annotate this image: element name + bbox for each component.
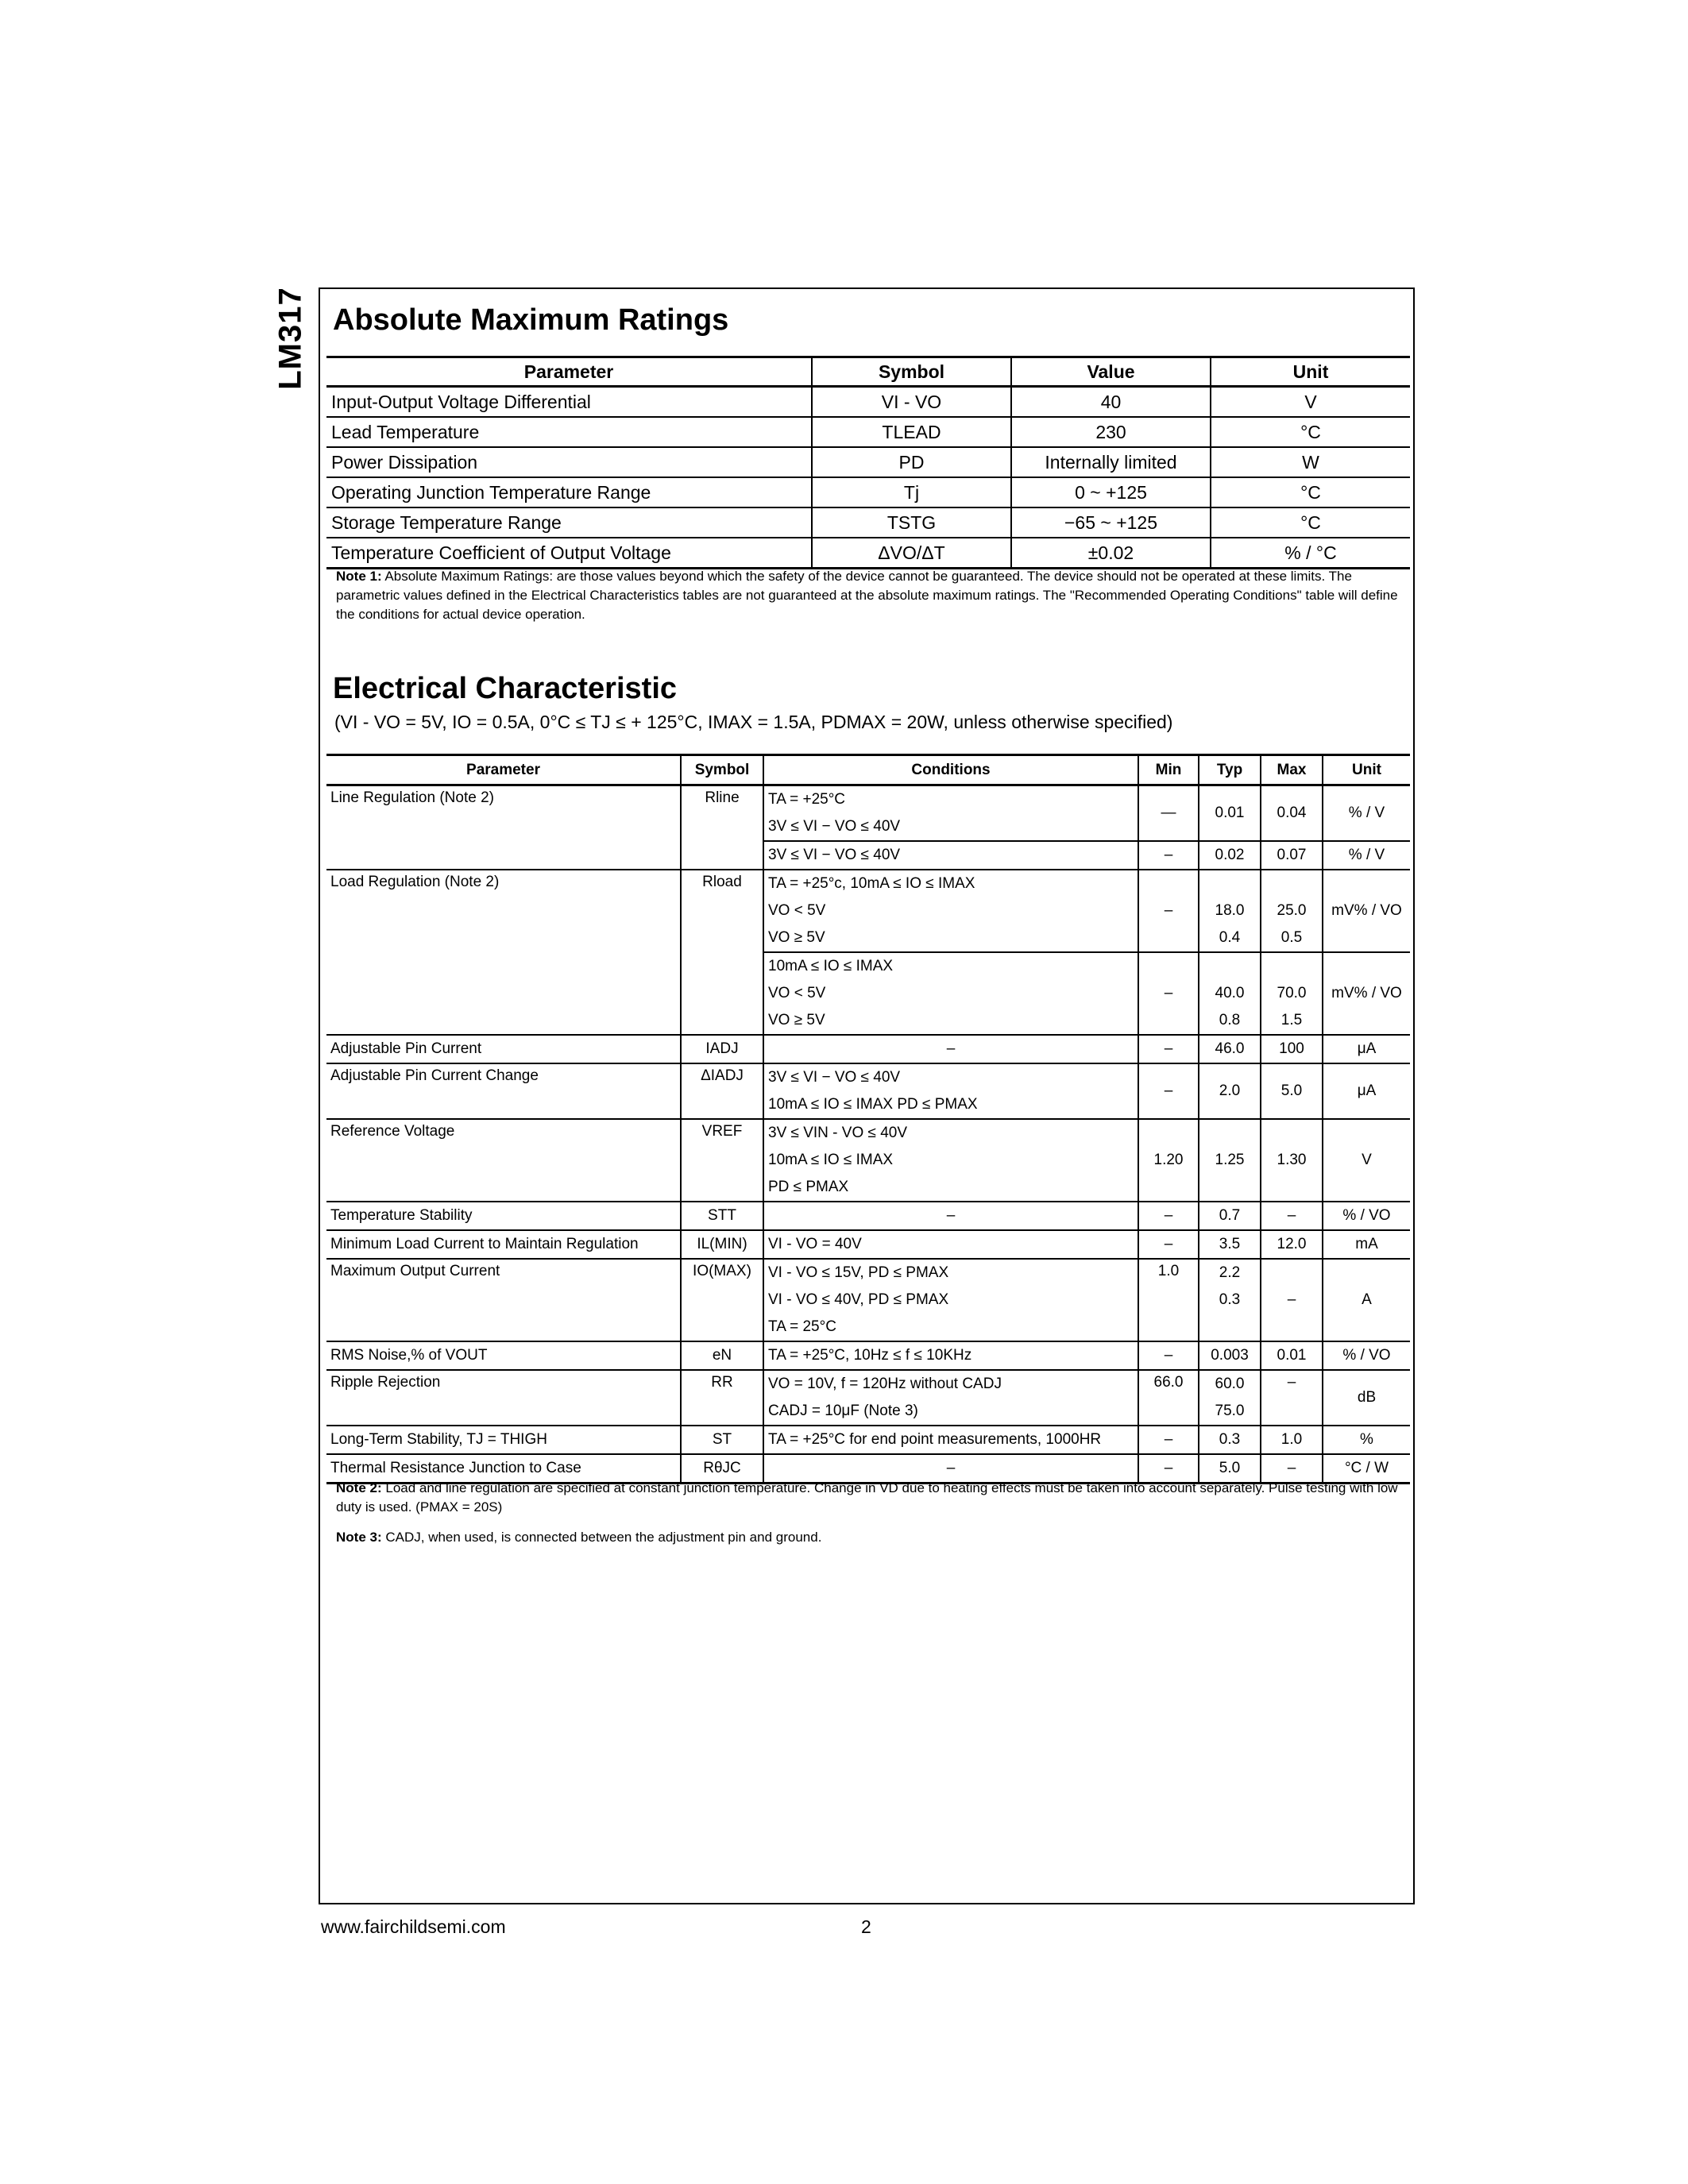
ec-cell-typ: 3.5 [1199, 1230, 1261, 1259]
ec-cell-typ: 2.2 [1199, 1259, 1261, 1287]
ec-cell-min: – [1138, 1202, 1199, 1230]
ec-cell-typ: 18.0 [1199, 897, 1261, 924]
ec-cell-max [1261, 870, 1323, 897]
ec-cell-unit: mA [1323, 1230, 1410, 1259]
ec-cell-condition: TA = +25°C, 10Hz ≤ f ≤ 10KHz [763, 1341, 1138, 1370]
ec-header-typ: Typ [1199, 755, 1261, 785]
amr-cell-value: 40 [1011, 387, 1211, 418]
ec-cell-symbol: ΔIADJ [681, 1063, 763, 1119]
ec-cell-parameter: Adjustable Pin Current [326, 1035, 681, 1063]
ec-cell-typ: 75.0 [1199, 1398, 1261, 1426]
ec-cell-max: 0.01 [1261, 1341, 1323, 1370]
ec-cell-typ: 46.0 [1199, 1035, 1261, 1063]
ec-cell-symbol: STT [681, 1202, 763, 1230]
ec-cell-parameter: Maximum Output Current [326, 1259, 681, 1341]
amr-cell-parameter: Storage Temperature Range [326, 507, 812, 538]
ec-cell-condition: TA = +25°C [763, 785, 1138, 814]
ec-cell-typ: 0.01 [1199, 785, 1261, 842]
ec-cell-condition: 3V ≤ VI − VO ≤ 40V [763, 841, 1138, 870]
amr-cell-symbol: ΔVO/ΔT [812, 538, 1011, 569]
ec-header-min: Min [1138, 755, 1199, 785]
footer-url: www.fairchildsemi.com [321, 1916, 506, 1937]
ec-cell-parameter: Adjustable Pin Current Change [326, 1063, 681, 1119]
amr-cell-symbol: TLEAD [812, 417, 1011, 447]
ec-row-adjustable-pin-current [326, 1035, 1410, 1063]
amr-cell-parameter: Temperature Coefficient of Output Voltage [326, 538, 812, 569]
ec-cell-min: 66.0 [1138, 1370, 1199, 1426]
ec-cell-max: – [1261, 1259, 1323, 1341]
note-2-text: Load and line regulation are specified at constant junction temperature. Change in VD due to heating effects must be taken into account separately. Pulse testing with low duty is used. (PMAX = 20S) [336, 1480, 1398, 1515]
amr-header-symbol: Symbol [812, 357, 1011, 387]
amr-cell-symbol: Tj [812, 477, 1011, 507]
ec-cell-condition: PD ≤ PMAX [763, 1174, 1138, 1202]
amr-cell-parameter: Operating Junction Temperature Range [326, 477, 812, 507]
amr-table [326, 356, 1410, 569]
ec-cell-parameter: Thermal Resistance Junction to Case [326, 1454, 681, 1484]
amr-row [326, 417, 1410, 447]
amr-row [326, 477, 1410, 507]
ec-cell-max: 1.0 [1261, 1426, 1323, 1454]
amr-cell-value: Internally limited [1011, 447, 1211, 477]
ec-cell-typ [1199, 952, 1261, 980]
ec-cell-condition: VO < 5V [763, 980, 1138, 1007]
ec-cell-condition: 3V ≤ VI − VO ≤ 40V [763, 1063, 1138, 1091]
ec-cell-condition: 3V ≤ VIN - VO ≤ 40V [763, 1119, 1138, 1147]
note-3 [336, 1528, 1400, 1547]
ec-cell-typ: 0.7 [1199, 1202, 1261, 1230]
ec-cell-condition: 10mA ≤ IO ≤ IMAX [763, 952, 1138, 980]
ec-cell-symbol: IO(MAX) [681, 1259, 763, 1341]
ec-cell-min: 1.0 [1138, 1259, 1199, 1341]
ec-cell-condition: – [763, 1035, 1138, 1063]
ec-header-conditions: Conditions [763, 755, 1138, 785]
amr-cell-unit: W [1211, 447, 1410, 477]
amr-cell-unit: °C [1211, 507, 1410, 538]
ec-cell-condition: VO ≥ 5V [763, 924, 1138, 952]
amr-cell-symbol: PD [812, 447, 1011, 477]
ec-cell-condition: VO < 5V [763, 897, 1138, 924]
ec-cell-condition: CADJ = 10μF (Note 3) [763, 1398, 1138, 1426]
ec-cell-unit: V [1323, 1119, 1410, 1202]
ec-cell-symbol: VREF [681, 1119, 763, 1202]
ec-cell-min: – [1138, 1230, 1199, 1259]
ec-cell-parameter: Minimum Load Current to Maintain Regulation [326, 1230, 681, 1259]
amr-cell-symbol: VI - VO [812, 387, 1011, 418]
amr-cell-unit: V [1211, 387, 1410, 418]
ec-cell-typ [1199, 1314, 1261, 1341]
ec-row-load-regulation [326, 870, 1410, 897]
amr-cell-value: 230 [1011, 417, 1211, 447]
ec-header-parameter: Parameter [326, 755, 681, 785]
ec-cell-min: — [1138, 785, 1199, 842]
ec-cell-symbol: RθJC [681, 1454, 763, 1484]
ec-row-adjustable-pin-current-change [326, 1063, 1410, 1091]
ec-cell-unit: % / V [1323, 841, 1410, 870]
note-1-text: Absolute Maximum Ratings: are those values beyond which the safety of the device cannot be guaranteed. The device should not be operated at these limits. The parametric values defined in the Electrical Characteristics tables are not guaranteed at the absolute maximum ratings. The "Recommended Operating Conditions" table will define the conditions for actual device operation. [336, 569, 1398, 622]
amr-cell-unit: % / °C [1211, 538, 1410, 569]
ec-cell-unit: mV% / VO [1323, 952, 1410, 1035]
ec-cell-typ: 1.25 [1199, 1119, 1261, 1202]
ec-cell-min: 1.20 [1138, 1119, 1199, 1202]
ec-cell-min: – [1138, 1454, 1199, 1484]
ec-cell-condition: VI - VO ≤ 40V, PD ≤ PMAX [763, 1287, 1138, 1314]
ec-cell-min: – [1138, 952, 1199, 1035]
ec-cell-parameter: Reference Voltage [326, 1119, 681, 1202]
amr-cell-value: ±0.02 [1011, 538, 1211, 569]
ec-cell-condition: 3V ≤ VI − VO ≤ 40V [763, 813, 1138, 841]
ec-cell-typ: 40.0 [1199, 980, 1261, 1007]
ec-cell-parameter: Temperature Stability [326, 1202, 681, 1230]
amr-header-row [326, 357, 1410, 387]
ec-cell-unit: % [1323, 1426, 1410, 1454]
ec-cell-condition: – [763, 1202, 1138, 1230]
ec-cell-max: – [1261, 1454, 1323, 1484]
ec-row-ripple-rejection [326, 1370, 1410, 1398]
note-2 [336, 1479, 1400, 1517]
datasheet-frame [319, 287, 1415, 1904]
ec-cell-condition: VO ≥ 5V [763, 1007, 1138, 1035]
ec-cell-parameter: Ripple Rejection [326, 1370, 681, 1426]
ec-cell-typ [1199, 870, 1261, 897]
note-2-label: Note 2: [336, 1480, 382, 1495]
amr-cell-parameter: Power Dissipation [326, 447, 812, 477]
ec-cell-max: 5.0 [1261, 1063, 1323, 1119]
ec-cell-typ: 0.003 [1199, 1341, 1261, 1370]
ec-cell-condition: 10mA ≤ IO ≤ IMAX PD ≤ PMAX [763, 1091, 1138, 1119]
amr-cell-unit: °C [1211, 477, 1410, 507]
ec-cell-typ: 0.8 [1199, 1007, 1261, 1035]
ec-row-long-term-stability [326, 1426, 1410, 1454]
amr-cell-parameter: Lead Temperature [326, 417, 812, 447]
amr-row [326, 507, 1410, 538]
ec-cell-unit: % / VO [1323, 1341, 1410, 1370]
ec-cell-max: – [1261, 1370, 1323, 1426]
amr-cell-parameter: Input-Output Voltage Differential [326, 387, 812, 418]
note-3-label: Note 3: [336, 1530, 382, 1545]
ec-cell-unit: % / V [1323, 785, 1410, 842]
ec-cell-unit: μA [1323, 1063, 1410, 1119]
ec-cell-condition: VO = 10V, f = 120Hz without CADJ [763, 1370, 1138, 1398]
ec-cell-parameter: Long-Term Stability, TJ = THIGH [326, 1426, 681, 1454]
ec-cell-min: – [1138, 1341, 1199, 1370]
ec-cell-condition: TA = 25°C [763, 1314, 1138, 1341]
ec-row-line-regulation [326, 785, 1410, 814]
ec-cell-unit: dB [1323, 1370, 1410, 1426]
ec-cell-parameter: Line Regulation (Note 2) [326, 785, 681, 870]
ec-cell-max: 1.5 [1261, 1007, 1323, 1035]
ec-cell-max: – [1261, 1202, 1323, 1230]
ec-row-minimum-load-current [326, 1230, 1410, 1259]
ec-cell-symbol: IADJ [681, 1035, 763, 1063]
footer-page-number: 2 [861, 1916, 871, 1937]
ec-cell-symbol: RR [681, 1370, 763, 1426]
ec-cell-max: 25.0 [1261, 897, 1323, 924]
ec-cell-min: – [1138, 1063, 1199, 1119]
ec-header-row [326, 755, 1410, 785]
ec-header-unit: Unit [1323, 755, 1410, 785]
ec-cell-parameter: Load Regulation (Note 2) [326, 870, 681, 1035]
ec-cell-typ: 0.3 [1199, 1287, 1261, 1314]
amr-row [326, 387, 1410, 418]
ec-cell-symbol: Rload [681, 870, 763, 1035]
ec-cell-min: – [1138, 1426, 1199, 1454]
ec-cell-unit: A [1323, 1259, 1410, 1341]
ec-row-temperature-stability [326, 1202, 1410, 1230]
ec-cell-max: 12.0 [1261, 1230, 1323, 1259]
part-number-text: LM317 [272, 287, 308, 390]
ec-cell-max: 0.5 [1261, 924, 1323, 952]
ec-cell-min: – [1138, 1035, 1199, 1063]
ec-cell-condition: TA = +25°c, 10mA ≤ IO ≤ IMAX [763, 870, 1138, 897]
ec-cell-parameter: RMS Noise,% of VOUT [326, 1341, 681, 1370]
ec-cell-typ: 0.4 [1199, 924, 1261, 952]
amr-header-parameter: Parameter [326, 357, 812, 387]
ec-cell-min: – [1138, 841, 1199, 870]
amr-title: Absolute Maximum Ratings [333, 303, 729, 337]
amr-cell-value: 0 ~ +125 [1011, 477, 1211, 507]
ec-header-max: Max [1261, 755, 1323, 785]
amr-cell-unit: °C [1211, 417, 1410, 447]
ec-cell-typ: 60.0 [1199, 1370, 1261, 1398]
ec-cell-unit: μA [1323, 1035, 1410, 1063]
ec-cell-condition: TA = +25°C for end point measurements, 1000HR [763, 1426, 1138, 1454]
ec-cell-max: 100 [1261, 1035, 1323, 1063]
note-1 [336, 567, 1400, 624]
ec-cell-typ: 2.0 [1199, 1063, 1261, 1119]
ec-cell-typ: 0.3 [1199, 1426, 1261, 1454]
ec-cell-condition: VI - VO ≤ 15V, PD ≤ PMAX [763, 1259, 1138, 1287]
ec-cell-max: 70.0 [1261, 980, 1323, 1007]
ec-cell-symbol: Rline [681, 785, 763, 870]
ec-row-rms-noise [326, 1341, 1410, 1370]
ec-cell-max [1261, 952, 1323, 980]
note-3-text: CADJ, when used, is connected between the adjustment pin and ground. [385, 1530, 822, 1545]
ec-cell-min: – [1138, 870, 1199, 952]
amr-cell-value: −65 ~ +125 [1011, 507, 1211, 538]
amr-header-value: Value [1011, 357, 1211, 387]
part-number-side-label [267, 283, 315, 394]
ec-cell-unit: % / VO [1323, 1202, 1410, 1230]
ec-table [326, 754, 1410, 1484]
ec-cell-max: 1.30 [1261, 1119, 1323, 1202]
amr-row [326, 538, 1410, 569]
ec-cell-symbol: ST [681, 1426, 763, 1454]
ec-cell-symbol: eN [681, 1341, 763, 1370]
ec-row-reference-voltage [326, 1119, 1410, 1147]
ec-title: Electrical Characteristic [333, 672, 678, 705]
amr-cell-symbol: TSTG [812, 507, 1011, 538]
ec-cell-max: 0.07 [1261, 841, 1323, 870]
ec-cell-condition: – [763, 1454, 1138, 1484]
ec-cell-typ: 0.02 [1199, 841, 1261, 870]
amr-row [326, 447, 1410, 477]
ec-cell-symbol: IL(MIN) [681, 1230, 763, 1259]
ec-subtitle: (VI - VO = 5V, IO = 0.5A, 0°C ≤ TJ ≤ + 125°C, IMAX = 1.5A, PDMAX = 20W, unless otherwise specified) [334, 712, 1173, 732]
ec-row-maximum-output-current [326, 1259, 1410, 1287]
ec-cell-condition: 10mA ≤ IO ≤ IMAX [763, 1147, 1138, 1174]
amr-header-unit: Unit [1211, 357, 1410, 387]
ec-header-symbol: Symbol [681, 755, 763, 785]
note-1-label: Note 1: [336, 569, 382, 584]
ec-cell-max: 0.04 [1261, 785, 1323, 842]
ec-cell-condition: VI - VO = 40V [763, 1230, 1138, 1259]
ec-cell-unit: °C / W [1323, 1454, 1410, 1484]
ec-cell-typ: 5.0 [1199, 1454, 1261, 1484]
ec-cell-unit: mV% / VO [1323, 870, 1410, 952]
